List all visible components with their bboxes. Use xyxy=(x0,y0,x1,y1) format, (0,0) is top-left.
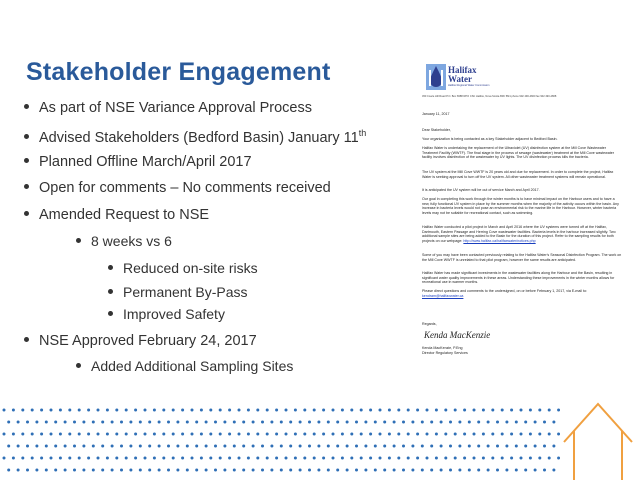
water-drop-logo-icon xyxy=(426,64,446,90)
bullet-dot-icon xyxy=(24,158,29,163)
bullet-text: NSE Approved February 24, 2017 xyxy=(39,333,257,349)
letter-paragraph: The UV system at the Mill Cove WWTF is 20 years old and due for replacement. In order to complete the project, Halifax Water is seeking approval to turn off the UV system. All other wastewater treatment systems will remain operational. xyxy=(422,170,614,179)
bullet-dot-icon xyxy=(76,363,81,368)
halifax-water-logo xyxy=(426,64,520,92)
bullet-superscript: th xyxy=(358,128,367,138)
bullet-dot-icon xyxy=(24,337,29,342)
bullet-item xyxy=(108,306,225,322)
letter-paragraph: Our goal in completing this work through the winter months is to have minimal impact on the Harbour users and to have a new, fully functional UV system in place by the summer months when the majority of the activity occurs within the basin. Any increase in bacteria levels would not pose an environmental risk to the marine life in the Harbour. However, winter bacteria levels may not be suitable for recreational contact, such as swimming. xyxy=(422,197,619,215)
letter-date: January 11, 2017 xyxy=(422,112,450,116)
letter-paragraph: Halifax Water has made significant investments in the wastewater facilities along the Harbour and the Basin, resulting in significant water quality improvements in these areas. Understanding these improvements in the winter months allows for recreational use in warmer months. xyxy=(422,271,615,285)
bullet-text: As part of NSE Variance Approval Process xyxy=(39,100,312,116)
signer-name: Kenda MacKenzie, P.Eng xyxy=(422,346,463,350)
logo-line1: Halifax xyxy=(448,65,477,75)
bullet-dot-icon xyxy=(24,134,29,139)
letter-paragraph: Halifax Water conducted a pilot project in March and April 2016 where the UV systems were turned off at the Halifax, Dartmouth, Eastern Passage and Herring Cove wastewater facilities. Bacteria levels in the harbour increased slightly. Two additional sample sites are being added to the Basin for the duration of this project. Refer to the sampling results for both projects on our webpage: xyxy=(422,225,616,243)
bullet-text: Added Additional Sampling Sites xyxy=(91,358,294,374)
letter-paragraph: Some of you may have been contacted previously relating to the Halifax Water's Seasonal Disinfection Program. The work on the Mill Cove WWTF is unrelated to that pilot program, however the same results are anticipated. xyxy=(422,253,622,262)
webpage-link[interactable]: http://www.halifax.ca/halifaxwater/notices.php xyxy=(463,238,536,243)
bullet-dot-icon xyxy=(108,311,113,316)
stakeholder-letter xyxy=(418,60,624,360)
bullet-item xyxy=(24,154,252,170)
bullet-dot-icon xyxy=(108,265,113,270)
bullet-dot-icon xyxy=(24,211,29,216)
signature: Kenda MacKenzie xyxy=(424,330,491,340)
bullet-item xyxy=(24,207,209,223)
bullet-item xyxy=(76,233,172,249)
bullet-text: Open for comments – No comments received xyxy=(39,180,331,196)
letter-paragraph-email xyxy=(422,289,622,298)
letter-paragraph: Halifax Water is undertaking the replacement of the Ultraviolet (UV) disinfection system at the Mill Cove Wastewater Treatment Facility (WWTF). The final stage in the process of sewage (wastewater) treatment at the Mill Cove wastewater facility involves disinfection of the wastewater by UV lights. The UV disinfection process kills the bacteria. xyxy=(422,146,614,160)
letter-paragraph: Please direct questions and comments to the undersigned, on or before February 1, 2017, via E-mail to: xyxy=(422,289,588,293)
bullet-text: Amended Request to NSE xyxy=(39,207,210,223)
letter-paragraph-web xyxy=(422,225,622,243)
letterhead-address: 450 Cowie Hill Road P.O. Box 8388 RPO CSC Halifax, Nova Scotia B3K 5M1 phone 902 490-4820 fax 902 490-4808 xyxy=(422,95,557,98)
dot-pattern xyxy=(0,404,560,480)
bullet-dot-icon xyxy=(108,289,113,294)
bullet-text: Advised Stakeholders (Bedford Basin) January 11 xyxy=(39,129,359,146)
bullet-item xyxy=(24,333,257,349)
letter-paragraph: It is anticipated the UV system will be out of service March and April 2017. xyxy=(422,188,540,192)
bullet-text: Improved Safety xyxy=(123,306,225,322)
letter-closing: Regards, xyxy=(422,322,437,326)
bullet-item xyxy=(24,180,331,196)
email-link[interactable]: kendram@halifaxwater.ca xyxy=(422,293,464,298)
bullet-item xyxy=(108,284,248,300)
signer-title: Director Regulatory Services xyxy=(422,351,468,355)
bullet-text: Permanent By-Pass xyxy=(123,284,248,300)
page-title: Stakeholder Engagement xyxy=(26,58,331,86)
bullet-item xyxy=(24,100,312,116)
bullet-text: 8 weeks vs 6 xyxy=(91,233,172,249)
bullet-item xyxy=(108,260,258,276)
bullet-text: Planned Offline March/April 2017 xyxy=(39,154,252,170)
logo-subtitle: Halifax Regional Water Commission xyxy=(448,84,490,87)
logo-line2: Water xyxy=(448,74,472,84)
bullet-item xyxy=(76,358,293,374)
arrow-up-icon xyxy=(560,398,636,480)
bullet-dot-icon xyxy=(24,184,29,189)
bullet-item xyxy=(24,128,366,146)
bullet-dot-icon xyxy=(24,104,29,109)
letter-paragraph: Your organization is being contacted as a key Stakeholder adjacent to Bedford Basin. xyxy=(422,137,558,141)
bullet-dot-icon xyxy=(76,238,81,243)
letter-salutation: Dear Stakeholder, xyxy=(422,128,451,132)
bullet-text: Reduced on-site risks xyxy=(123,260,258,276)
